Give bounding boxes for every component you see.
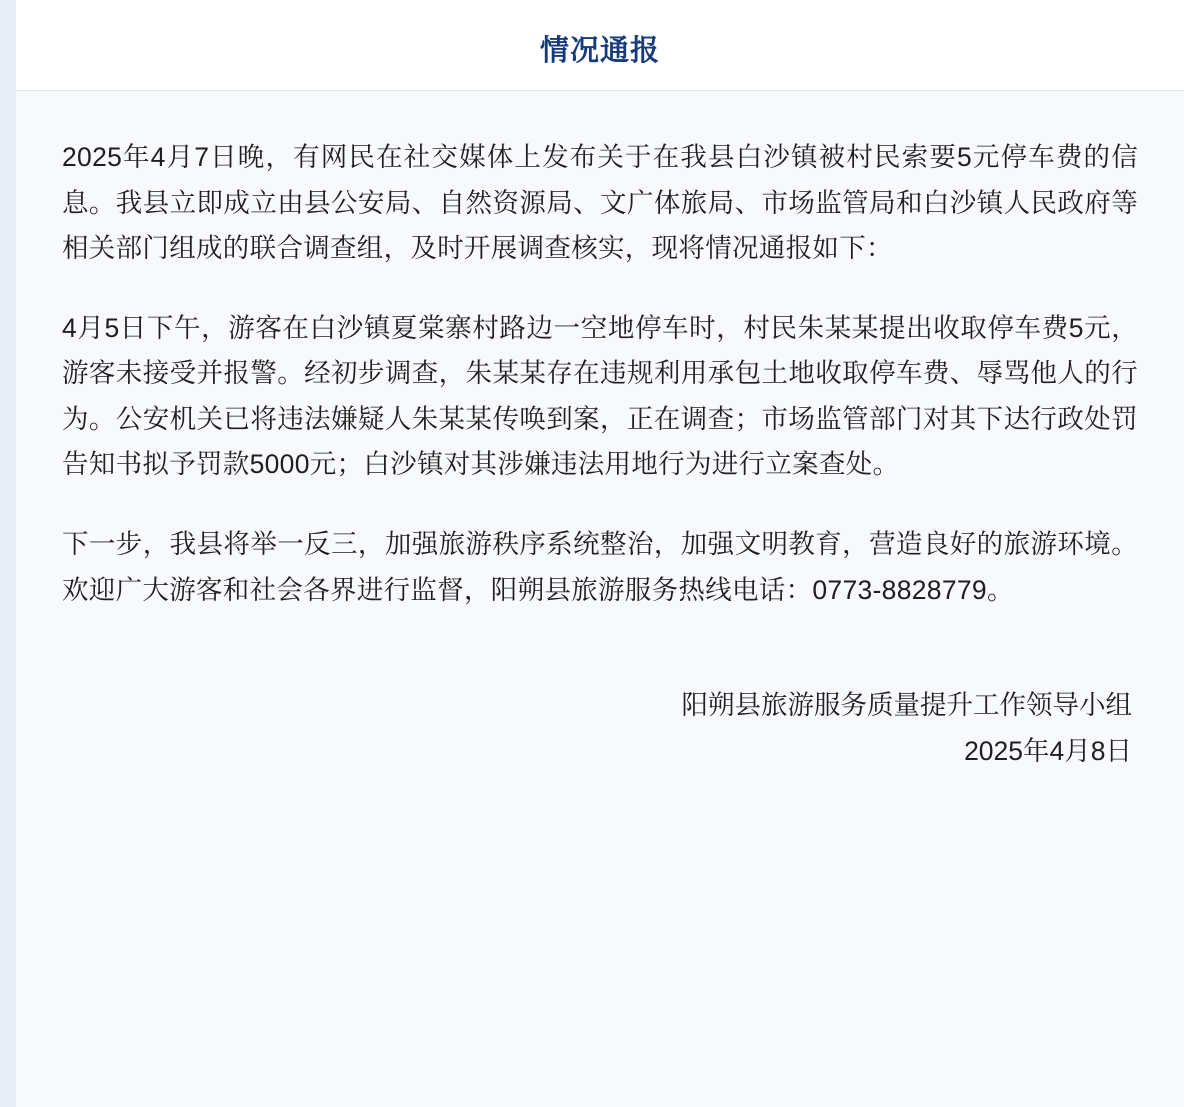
paragraph-2: 4月5日下午，游客在白沙镇夏棠寨村路边一空地停车时，村民朱某某提出收取停车费5元，游客未接受并报警。经初步调查，朱某某存在违规利用承包土地收取停车费、辱骂他人的行为。公安机关已将违法嫌疑人朱某某传唤到案，正在调查；市场监管部门对其下达行政处罚告知书拟予罚款5000元；白沙镇对其涉嫌违法用地行为进行立案查处。 [62, 312, 1138, 480]
paragraph-3: 下一步，我县将举一反三，加强旅游秩序系统整治，加强文明教育，营造良好的旅游环境。欢迎广大游客和社会各界进行监督，阳朔县旅游服务热线电话：0773-8828779。 [62, 529, 1138, 605]
left-accent-rail [0, 0, 16, 1107]
paragraph-1: 2025年4月7日晚，有网民在社交媒体上发布关于在我县白沙镇被村民索要5元停车费的信息。我县立即成立由县公安局、自然资源局、文广体旅局、市场监管局和白沙镇人民政府等相关部门组成的联合调查组，及时开展调查核实，现将情况通报如下： [62, 142, 1138, 264]
notice-body [62, 135, 1138, 613]
signature-date: 2025年4月8日 [964, 735, 1132, 766]
notice-card [16, 90, 1184, 1107]
page-title: 情况通报 [539, 35, 660, 67]
signature-block [62, 683, 1138, 774]
signature-organization: 阳朔县旅游服务质量提升工作领导小组 [681, 690, 1132, 721]
